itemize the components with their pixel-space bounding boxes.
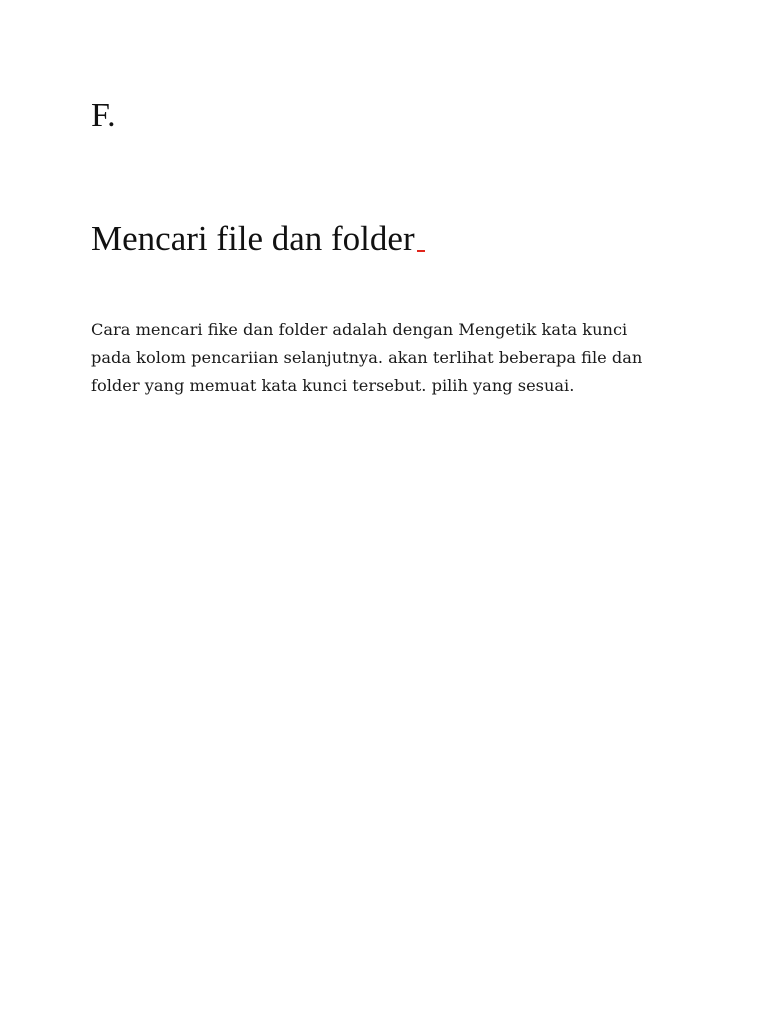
text-cursor-mark <box>417 250 425 252</box>
section-heading <box>91 218 425 260</box>
section-letter: F. <box>91 97 116 134</box>
paragraph-line: Cara mencari fike dan folder adalah dengan Mengetik kata kunci <box>91 320 628 339</box>
paragraph-line: folder yang memuat kata kunci tersebut. pilih yang sesuai. <box>91 376 575 395</box>
paragraph-line: pada kolom pencariian selanjutnya. akan terlihat beberapa file dan <box>91 348 643 367</box>
heading-text: Mencari file dan folder <box>91 219 415 258</box>
body-paragraph <box>91 316 691 400</box>
